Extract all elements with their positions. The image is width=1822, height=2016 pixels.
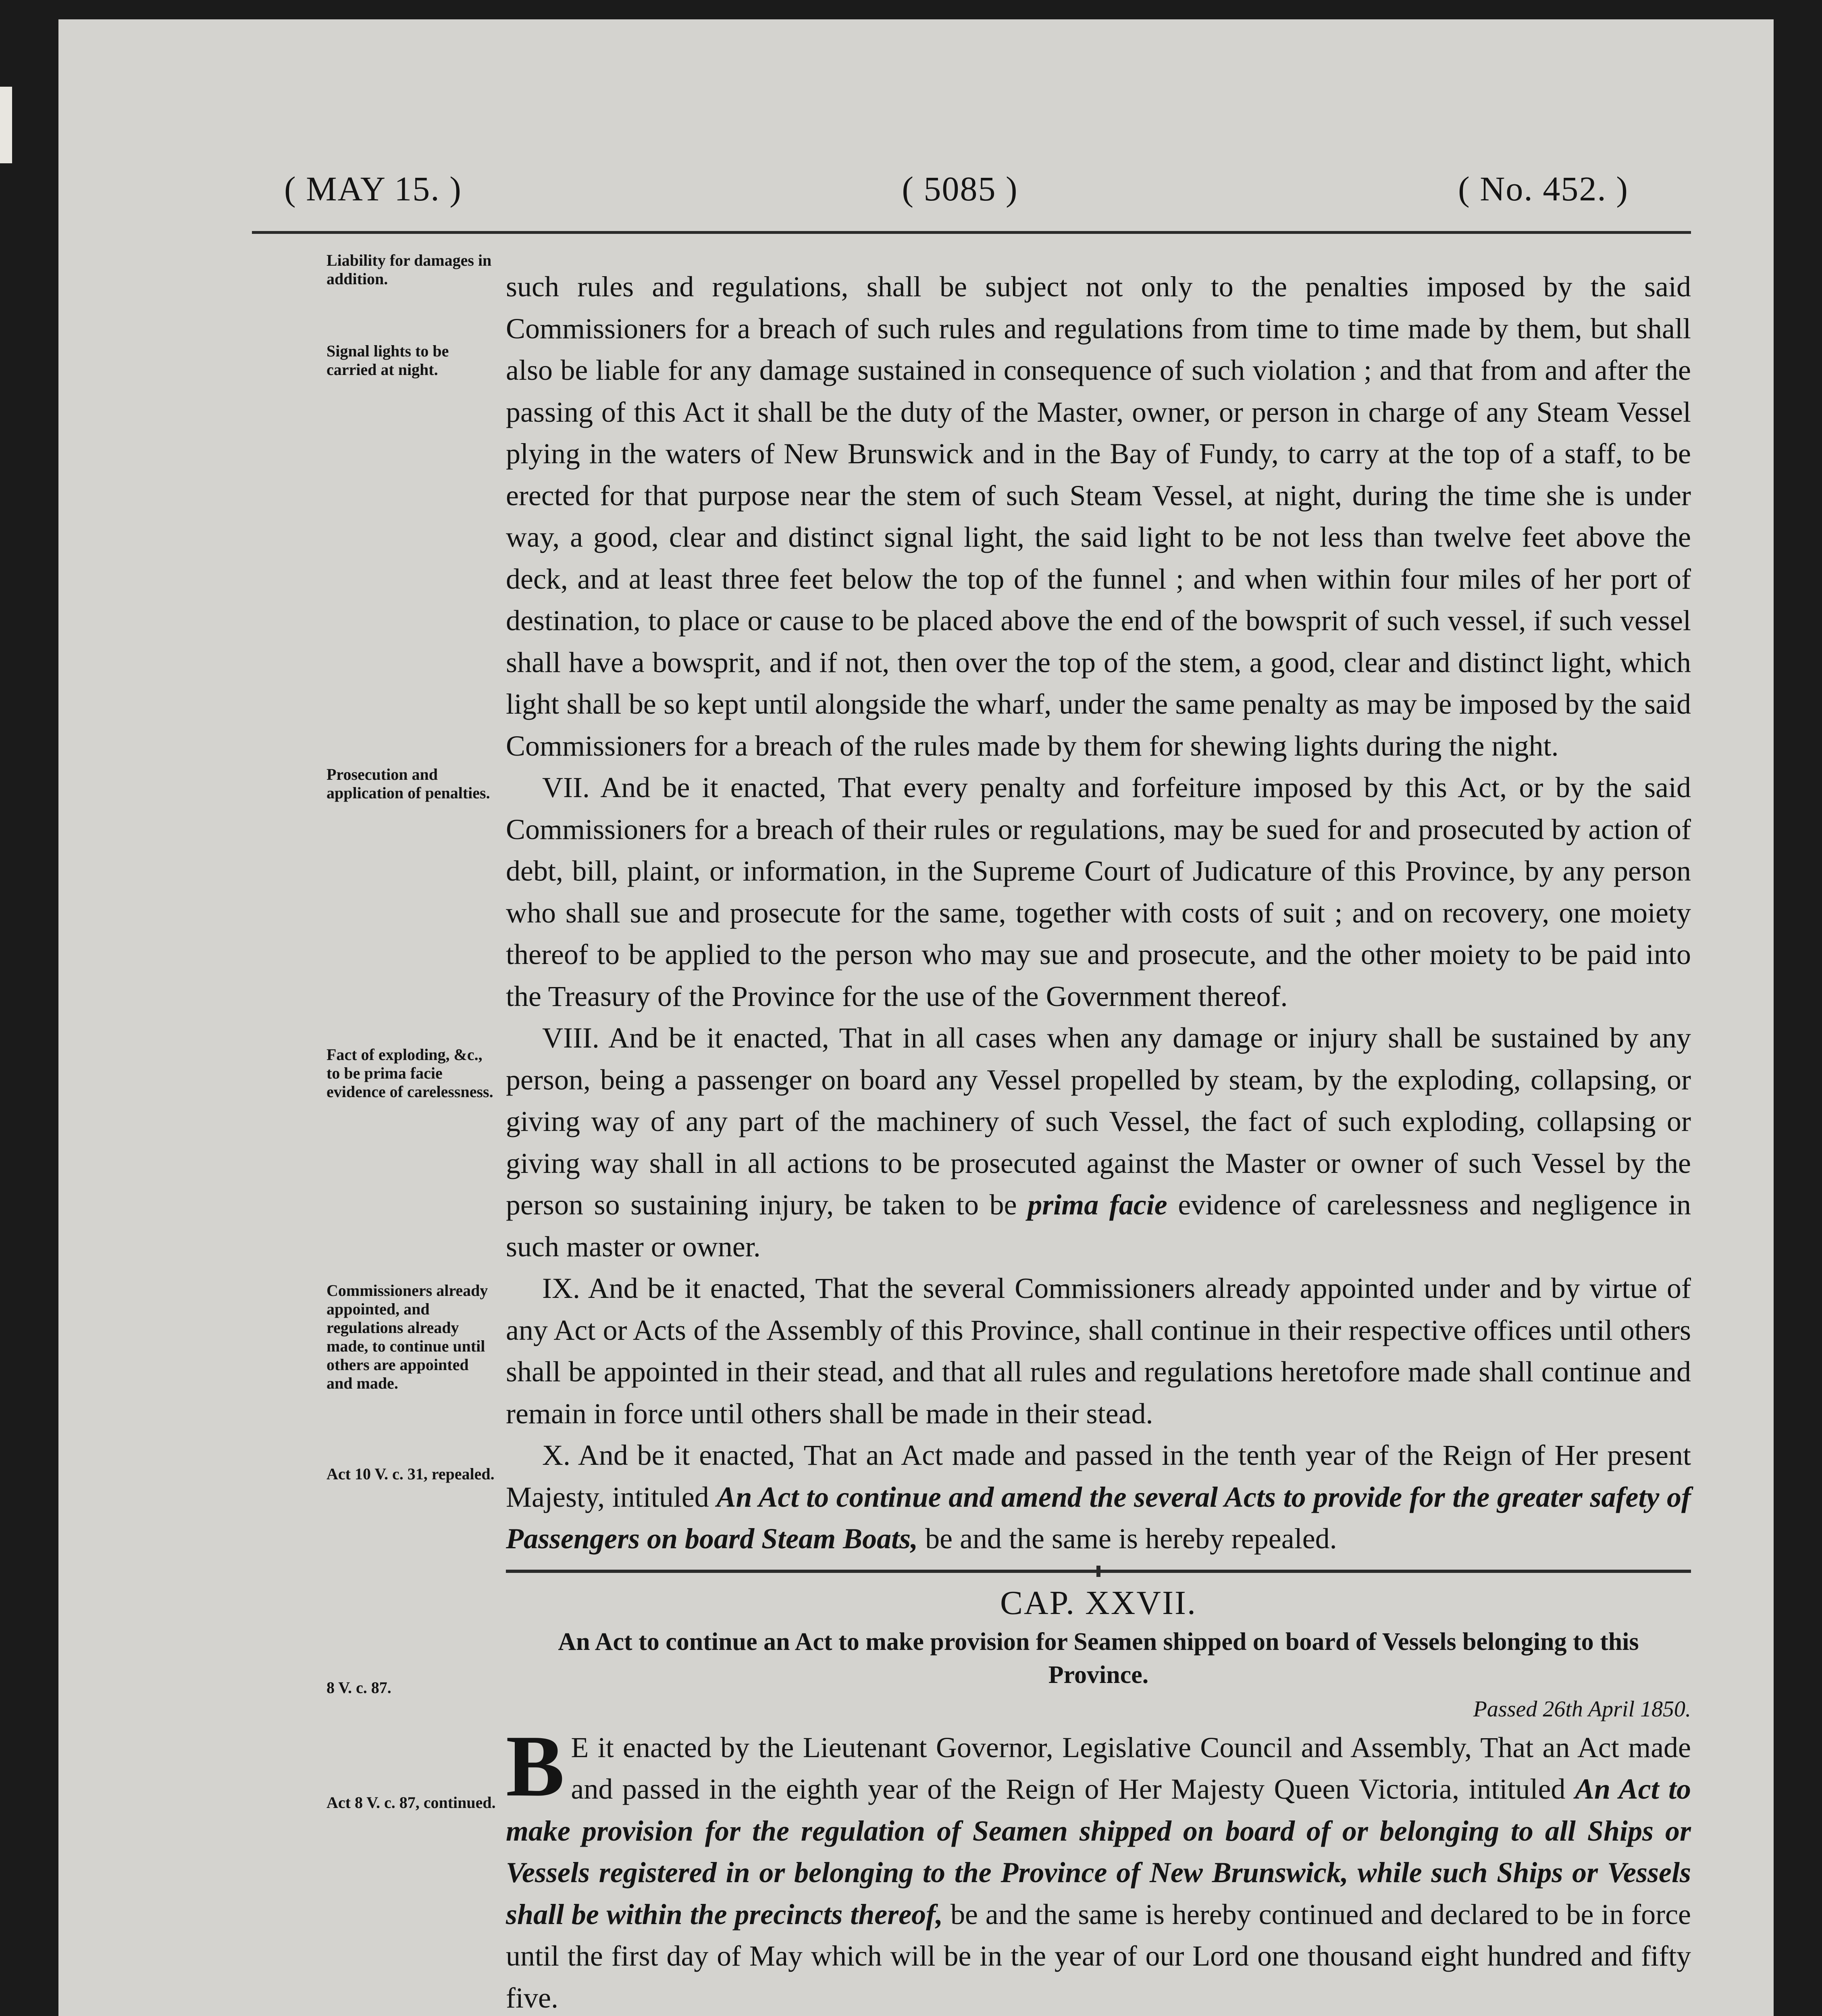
section-vii: VII. And be it enacted, That every penalty and forfeiture imposed by this Act, or by the said Commissioners for a breach of their rules or regulations, may be sued for and prosecuted by action of debt, bill, plaint, or information, in the Supreme Court of Judicature of this Province, by any person who shall sue and prosecute for the same, together with costs of suit ; and on recovery, one moiety thereof to be applied to the person who may sue and prosecute, and the other moiety to be paid into the Treasury of the Province for the use of the Government thereof. [506, 771, 1691, 1012]
main-text [506, 266, 1691, 2016]
section-text: be and the same is hereby repealed. [925, 1522, 1337, 1555]
section-x [506, 1435, 1691, 1560]
margin-note: Signal lights to be carried at night. [327, 342, 449, 379]
margin-notes [327, 19, 496, 2016]
section-text: evidence of carelessness and negligence in such master or owner. [506, 1189, 1691, 1263]
act-title: An Act to make provision for the regulation of Seamen shipped on board of or belonging to all Ships or Vessels registered in or belonging to the Province of New Brunswick, while such Ships or Vessels shall be within the precincts thereof, [506, 1773, 1691, 1931]
cap-27-description: An Act to continue an Act to make provision for Seamen shipped on board of Vessels belonging to this Province. [558, 1628, 1639, 1689]
margin-note: Prosecution and application of penalties. [327, 765, 490, 802]
margin-note: Act 8 V. c. 87, continued. [327, 1793, 496, 1812]
scan-edge-mark [0, 87, 12, 163]
margin-note: Liability for damages in addition. [327, 251, 492, 288]
act-text: E it enacted by the Lieutenant Governor, Legislative Council and Assembly, That an Act made and passed in the eighth year of the Reign of Her Majesty Queen Victoria, intituled [571, 1731, 1691, 1805]
header-page-number: ( 5085 ) [902, 169, 1018, 208]
margin-note: Commissioners already appointed, and regulations already made, to continue until others are appointed and made. [327, 1281, 488, 1392]
cap-27-body [506, 1717, 1691, 2016]
section-ix: IX. And be it enacted, That the several Commissioners already appointed under and by virtue of any Act or Acts of the Assembly of this Province, shall continue in their respective offices until others shall be appointed in their stead, and that all rules and regulations heretofore made shall continue and remain in force until others shall be made in their stead. [506, 1272, 1691, 1430]
italic-term: prima facie [1027, 1189, 1167, 1221]
section-viii [506, 1017, 1691, 1268]
cap-27-title: CAP. XXVII. [1000, 1584, 1197, 1622]
drop-cap: B [506, 1717, 565, 1815]
margin-note: 8 V. c. 87. [327, 1679, 391, 1697]
margin-note: Fact of exploding, &c., to be prima facie evidence of carelessness. [327, 1045, 493, 1101]
cap-27-passed-date: Passed 26th April 1850. [1473, 1696, 1691, 1722]
act-title: An Act to continue and amend the several Acts to provide for the greater safety of Passengers on board Steam Boats, [506, 1481, 1691, 1555]
margin-note: Act 10 V. c. 31, repealed. [327, 1465, 495, 1483]
section-text: X. And be it enacted, That an Act made and passed in the tenth year of the Reign of Her present Majesty, intituled [506, 1439, 1691, 1513]
header-date: ( MAY 15. ) [284, 169, 462, 208]
section-divider [506, 1570, 1691, 1573]
act-text: be and the same is hereby continued and declared to be in force until the first day of May which will be in the year of our Lord one thousand eight hundred and fifty five. [506, 1898, 1691, 2014]
section-continued: such rules and regulations, shall be subject not only to the penalties imposed by the said Commissioners for a breach of such rules and regulations from time to time made by them, but shall also be liable for any damage sustained in consequence of such violation ; and that from and after the passing of this Act it shall be the duty of the Master, owner, or person in charge of any Steam Vessel plying in the waters of New Brunswick and in the Bay of Fundy, to carry at the top of a staff, to be erected for that purpose near the stem of such Steam Vessel, at night, during the time she is under way, a good, clear and distinct signal light, the said light to be not less than twelve feet above the deck, and at least three feet below the top of the funnel ; and when within four miles of her port of destination, to place or cause to be placed above the end of the bowsprit of such vessel, if such vessel shall have a bowsprit, and if not, then over the top of the stem, a good, clear and distinct light, which light shall be so kept until alongside the wharf, under the same penalty as may be imposed by the said Commissioners for a breach of the rules made by them for shewing lights during the night. [506, 271, 1691, 762]
gazette-page [58, 19, 1774, 2016]
header-issue-number: ( No. 452. ) [1458, 169, 1629, 208]
section-text: VIII. And be it enacted, That in all cases when any damage or injury shall be sustained by any person, being a passenger on board any Vessel propelled by steam, by the exploding, collapsing, or giving way of any part of the machinery of such Vessel, the fact of such exploding, collapsing or giving way shall in all actions to be prosecuted against the Master or owner of such Vessel by the person so sustaining injury, be taken to be [506, 1022, 1691, 1221]
